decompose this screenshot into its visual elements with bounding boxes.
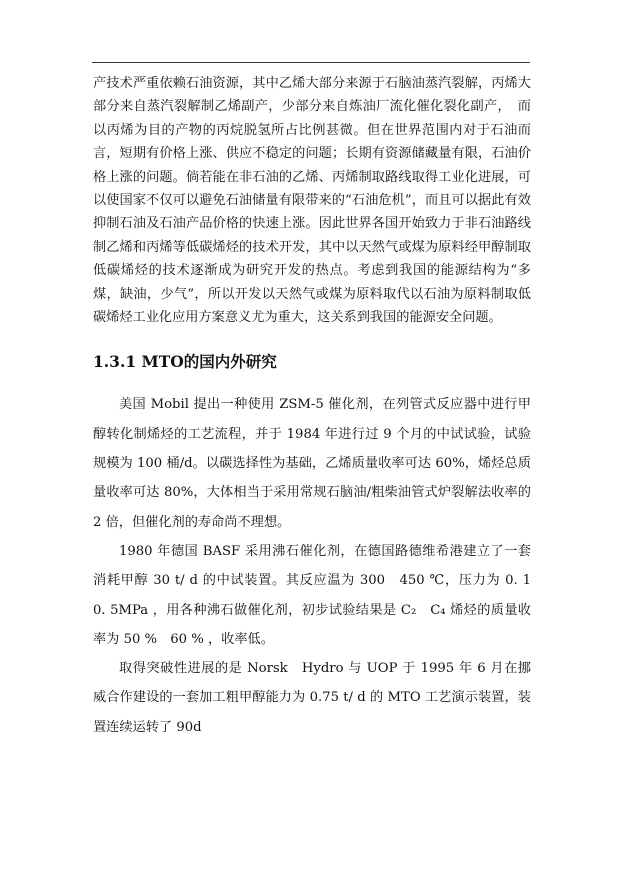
body-paragraph: 产技术严重依赖石油资源，其中乙烯大部分来源于石脑油蒸汽裂解，丙烯大部分来自蒸汽裂解制乙烯副产，少部分来自炼油厂流化催化裂化副产， 而以丙烯为目的产物的丙烷脱氢所占比例甚微。但在世界范围内对于石油而言，短期有价格上涨、供应不稳定的问题；长期有资源储藏量有限，石油价格上涨的问题。倘若能在非石油的乙烯、丙烯制取路线取得工业化进展，可以使国家不仅可以避免石油储量有限带来的“石油危机”，而且可以据此有效抑制石油及石油产品价格的快速上涨。因此世界各国开始致力于非石油路线制乙烯和丙烯等低碳烯烃的技术开发，其中以天然气或煤为原料经甲醇制取低碳烯烃的技术逐渐成为研究开发的热点。考虑到我国的能源结构为“多煤，缺油，少气”，所以开发以天然气或煤为原料取代以石油为原料制取低碳烯烃工业化应用方案意义尤为重大，这关系到我国的能源安全问题。 — [93, 76, 531, 326]
header-rule — [92, 62, 530, 63]
body-paragraph: 取得突破性进展的是 Norsk Hydro 与 UOP 于 1995 年 6 月在挪威合作建设的一套加工粗甲醇能力为 0.75 t/ d 的 MTO 工艺演示装置，装置连续运转了 90d — [93, 661, 531, 735]
body-paragraph: 美国 Mobil 提出一种使用 ZSM-5 催化剂，在列管式反应器中进行甲醇转化制烯烃的工艺流程，并于 1984 年进行过 9 个月的中试试验，试验规模为 100 桶/d。以碳选择性为基础，乙烯质量收率可达 60%，烯烃总质量收率可达 80%，大体相当于采用常规石脑油/粗柴油管式炉裂解法收率的 2 倍，但催化剂的寿命尚不理想。 — [93, 397, 531, 530]
body-paragraph: 1980 年德国 BASF 采用沸石催化剂，在德国路德维希港建立了一套消耗甲醇 30 t/ d 的中试装置。其反应温为 300 450 ℃，压力为 0. 1 0. 5MPa ，用各种沸石做催化剂，初步试验结果是 C₂ C₄ 烯烃的质量收率为 50 % 60 % ，收率低。 — [93, 543, 545, 647]
section-heading: 1.3.1 MTO的国内外研究 — [93, 352, 277, 372]
page-body — [93, 72, 545, 742]
